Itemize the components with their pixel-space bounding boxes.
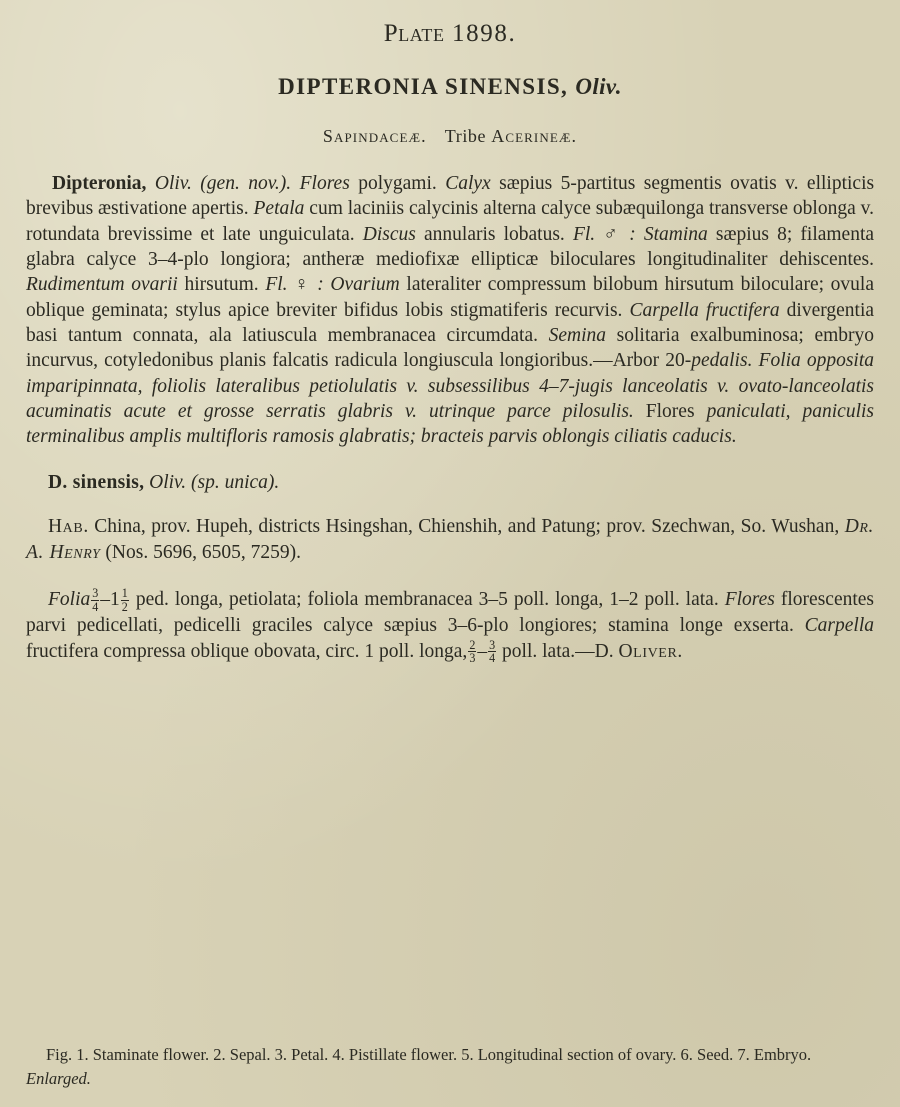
page-title bbox=[26, 20, 874, 48]
fraction-three-quarters-2: $\frac{3}{4}$ bbox=[489, 637, 496, 666]
habitat-text-1: China, prov. Hupeh, districts Hsingshan, Chienshih, and Patung; prov. Szechwan, So. Wushan, bbox=[94, 515, 840, 537]
species-entry bbox=[26, 472, 874, 494]
plate-number: 1898. bbox=[452, 20, 517, 47]
figure-legend-enlarged: Enlarged. bbox=[26, 1069, 91, 1089]
species-heading bbox=[26, 74, 874, 100]
tribe-label: Tribe bbox=[444, 126, 487, 146]
genus-text-14: lateraliter compressum bilobum hirsutum biloculare; ovula oblique geminata; stylus apice breviter bifidus lobis stigmatiferis recurvis. bbox=[26, 274, 874, 321]
description-text-4: florescentes parvi pedicellati, pedicelli graciles calyce sæpius 3–6-plo longiores; stamina longe exserta. bbox=[26, 589, 875, 637]
species-description bbox=[26, 587, 874, 664]
genus-text-12: hirsutum. bbox=[184, 274, 259, 296]
genus-text-16: divergentia basi tantum connata, ala latiuscula membranacea circumdata. bbox=[26, 299, 875, 347]
figure-legend-text: Fig. 1. Staminate flower. 2. Sepal. 3. Petal. 4. Pistillate flower. 5. Longitudinal section of ovary. 6. Seed. 7. Embryo. bbox=[46, 1045, 812, 1065]
genus-text-6: cum laciniis calycinis alterna calyce subæquilonga transverse oblonga v. rotundata brevissime et late unguiculata. bbox=[26, 198, 874, 245]
genus-text-4: sæpius 5-partitus segmentis ovatis v. ellipticis brevibus æstivatione apertis. bbox=[26, 173, 875, 220]
description-text-7: – bbox=[477, 640, 488, 662]
description-text-8: poll. lata.—D. bbox=[502, 640, 614, 662]
genus-text-3: Calyx bbox=[445, 173, 491, 194]
family-tribe-line bbox=[26, 126, 874, 147]
genus-text-9: Fl. ♂ : Stamina bbox=[572, 223, 708, 245]
description-text-2: ped. longa, petiolata; foliola membranacea 3–5 poll. longa, 1–2 poll. lata. bbox=[135, 589, 719, 611]
fraction-three-quarters: $\frac{3}{4}$ bbox=[92, 586, 99, 614]
species-entry-author: Oliv. bbox=[149, 471, 187, 493]
description-text-3: Flores bbox=[724, 589, 775, 611]
genus-text-1: Flores bbox=[299, 173, 350, 194]
genus-text-20: Folia opposita imparipinnata, foliolis lateralibus petiolulatis v. subsessilibus 4–7-jugis lanceolatis v. ovato-lanceolatis acuminatis acute et grosse serratis glabris v. utrinque parce pilosulis. bbox=[26, 350, 875, 423]
family-name: Sapindaceæ. bbox=[322, 126, 427, 146]
genus-text-2: polygami. bbox=[358, 173, 437, 194]
genus-rank-note: (gen. nov.). bbox=[200, 173, 292, 194]
genus-text-8: annularis lobatus. bbox=[424, 223, 565, 245]
genus-author: Oliv. bbox=[154, 173, 192, 194]
genus-text-18: solitaria exalbuminosa; embryo incurvus, cotyledonibus planis falcatis radicula longiuscula longioribus.—Arbor 20- bbox=[26, 325, 875, 372]
species-author: Oliv. bbox=[575, 74, 622, 99]
description-author: Oliver. bbox=[618, 640, 683, 662]
genus-text-7: Discus bbox=[362, 223, 416, 245]
genus-text-22: paniculati, paniculis terminalibus amplis multifloris ramosis glabratis; bracteis parvis oblongis ciliatis caducis. bbox=[26, 401, 875, 448]
genus-description bbox=[26, 171, 874, 450]
genus-text-13: Fl. ♀ : Ovarium bbox=[265, 274, 400, 296]
genus-name: Dipteronia, bbox=[52, 173, 147, 194]
genus-text-5: Petala bbox=[253, 198, 305, 220]
description-lead: Folia bbox=[48, 589, 91, 611]
genus-text-11: Rudimentum ovarii bbox=[26, 274, 178, 296]
species-entry-note: (sp. unica). bbox=[191, 471, 280, 493]
genus-text-21: Flores bbox=[645, 401, 695, 423]
fraction-one-half: $\frac{1}{2}$ bbox=[121, 586, 128, 614]
genus-text-17: Semina bbox=[548, 325, 607, 347]
species-entry-name: D. sinensis, bbox=[48, 471, 145, 493]
genus-text-10: sæpius 8; filamenta glabra calyce 3–4-plo longiora; antheræ mediofixæ ellipticæ biloculares longitudinaliter dehiscentes. bbox=[26, 223, 875, 271]
genus-text-19: pedalis. bbox=[691, 350, 753, 372]
fraction-two-thirds: $\frac{2}{3}$ bbox=[469, 637, 476, 666]
habitat-label: Hab. bbox=[48, 515, 89, 537]
figure-legend bbox=[26, 1043, 874, 1091]
description-text-5: Carpella bbox=[804, 615, 875, 637]
tribe-name: Acerineæ. bbox=[491, 126, 578, 146]
habitat-block bbox=[26, 514, 874, 565]
description-text-1: –1 bbox=[100, 589, 120, 611]
species-name: DIPTERONIA SINENSIS, bbox=[278, 74, 569, 99]
habitat-text-2: (Nos. 5696, 6505, 7259). bbox=[105, 541, 301, 563]
plate-label: Plate bbox=[383, 20, 445, 47]
habitat-collector: Dr. A. Henry bbox=[26, 515, 875, 563]
description-text-6: fructifera compressa oblique obovata, circ. 1 poll. longa, bbox=[26, 640, 468, 662]
genus-text-15: Carpella fructifera bbox=[629, 299, 780, 321]
